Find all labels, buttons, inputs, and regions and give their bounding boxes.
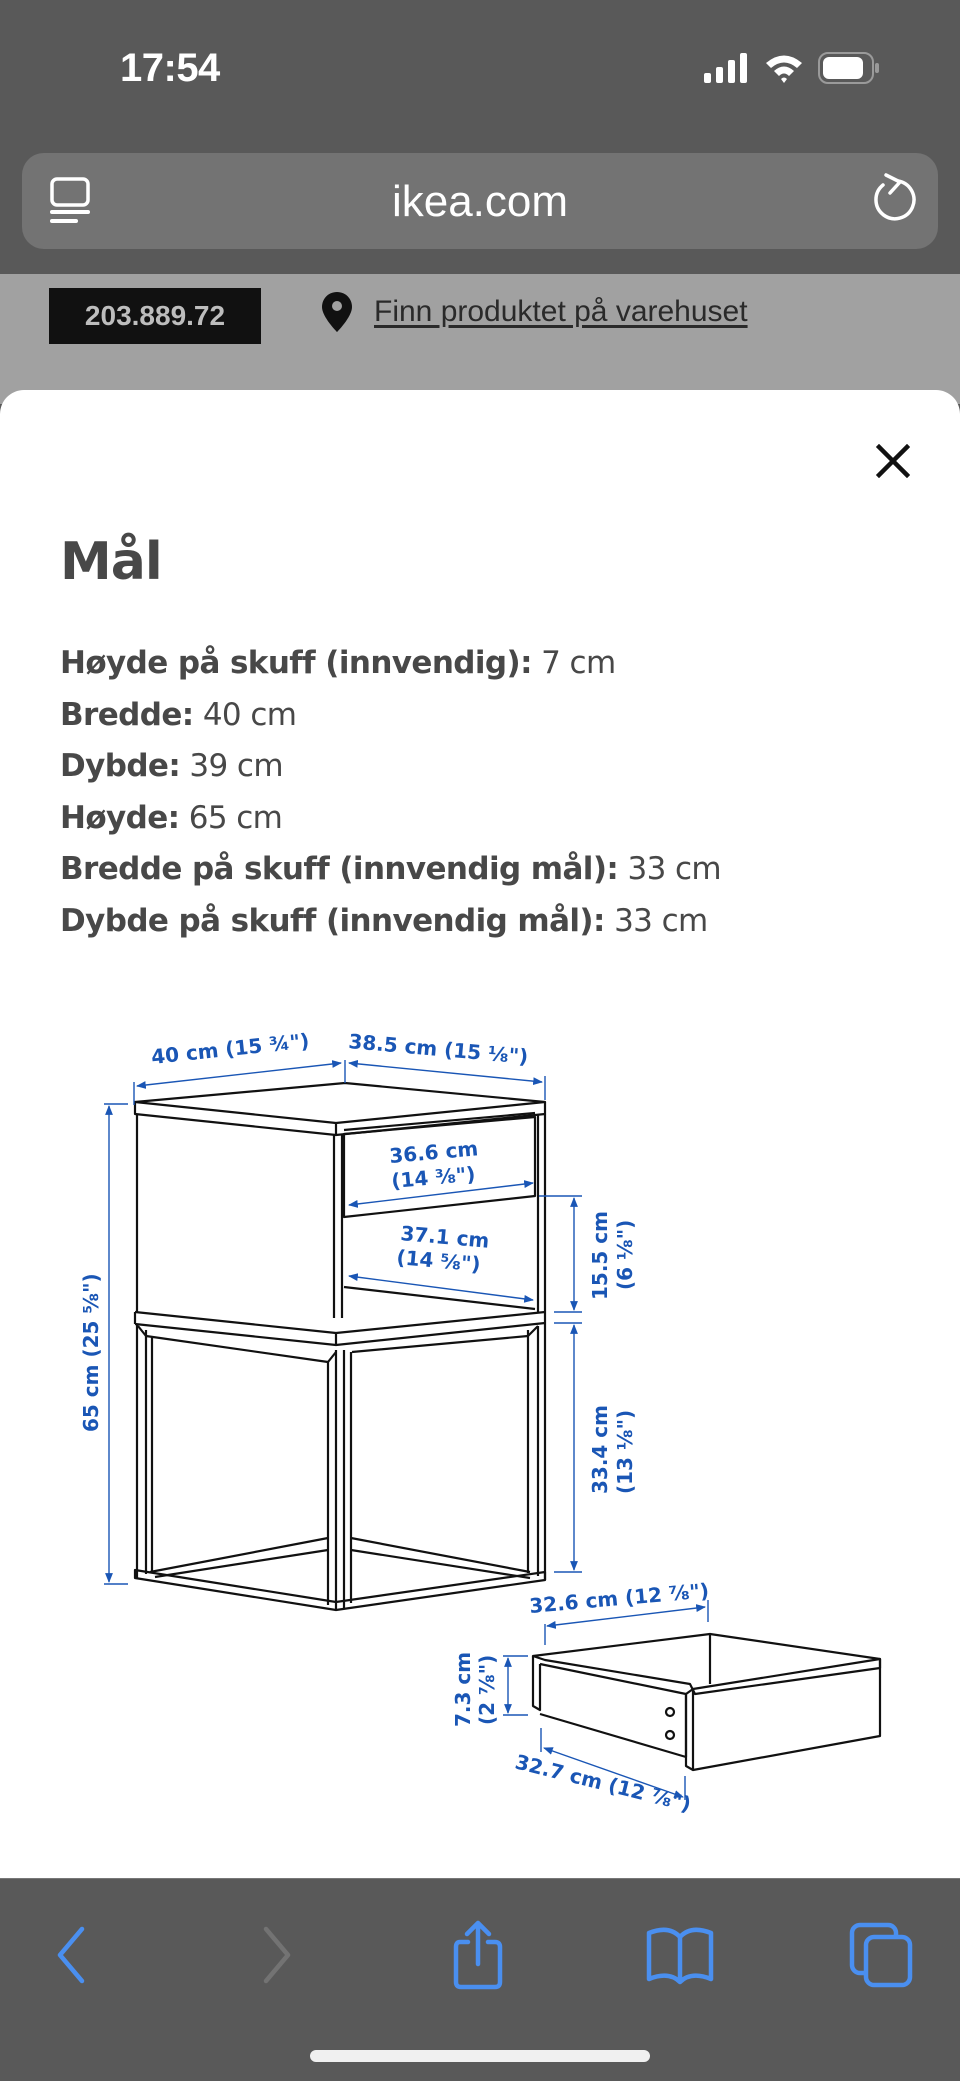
bookmarks-button[interactable] [640, 1915, 720, 1995]
status-icons [704, 52, 880, 84]
spec-label: Bredde på skuff (innvendig mål): [60, 851, 619, 887]
spec-label: Høyde på skuff (innvendig): [60, 645, 532, 681]
nightstand-drawing [135, 1083, 545, 1610]
spec-row [60, 903, 721, 955]
spec-row [60, 851, 721, 903]
spec-value: 33 cm [614, 902, 708, 939]
close-icon [876, 444, 910, 478]
chevron-left-icon [50, 1925, 90, 1985]
spec-label: Dybde på skuff (innvendig mål): [60, 902, 605, 939]
drawer-drawing [533, 1634, 880, 1770]
back-button[interactable] [30, 1915, 110, 1995]
address-bar[interactable] [22, 153, 938, 249]
find-in-store-link-text[interactable]: Finn produktet på varehuset [374, 295, 748, 328]
spec-list [60, 645, 721, 954]
label-drawer-depth: 32.7 cm (12 ⅞") [512, 1749, 694, 1817]
label-shelf-width-cm: 37.1 cm [399, 1221, 491, 1253]
spec-row [60, 748, 721, 800]
close-button[interactable] [868, 436, 918, 486]
share-icon [450, 1920, 506, 1990]
share-button[interactable] [438, 1915, 518, 1995]
label-lower-height-in: (13 ⅛") [613, 1409, 637, 1494]
spec-value: 39 cm [189, 748, 283, 784]
dimension-diagram [60, 1010, 900, 1850]
article-number-badge: 203.889.72 [49, 288, 261, 344]
product-header-strip [0, 274, 960, 404]
label-drawer-height-in: (2 ⅞") [475, 1654, 499, 1725]
spec-label: Bredde: [60, 696, 194, 733]
spec-row [60, 697, 721, 749]
label-upper-height-in: (6 ⅛") [613, 1219, 637, 1290]
tabs-icon [849, 1922, 915, 1988]
label-shelf-width-in: (14 ⅝") [395, 1245, 482, 1277]
home-indicator[interactable] [310, 2050, 650, 2062]
label-drawer-width: 32.6 cm (12 ⅞") [528, 1578, 710, 1618]
label-height: 65 cm (25 ⅝") [79, 1273, 103, 1432]
find-in-store-link[interactable] [322, 292, 748, 332]
spec-value: 7 cm [541, 645, 616, 681]
spec-value: 40 cm [202, 696, 297, 733]
status-time: 17:54 [120, 46, 220, 90]
spec-value: 33 cm [627, 851, 722, 887]
label-drawer-inner-width-in: (14 ⅜") [390, 1161, 477, 1193]
tabs-button[interactable] [842, 1915, 922, 1995]
dimension-labels [79, 1029, 710, 1817]
label-drawer-height-cm: 7.3 cm [451, 1651, 475, 1727]
label-depth: 38.5 cm (15 ⅛") [347, 1029, 530, 1069]
spec-row [60, 645, 721, 697]
spec-row [60, 800, 721, 852]
label-drawer-inner-width-cm: 36.6 cm [388, 1136, 480, 1168]
label-width: 40 cm (15 ¾") [150, 1028, 311, 1069]
spec-label: Høyde: [60, 799, 180, 836]
battery-icon [818, 52, 880, 84]
label-upper-height-cm: 15.5 cm [588, 1210, 612, 1300]
url-text[interactable]: ikea.com [391, 177, 569, 226]
location-pin-icon [322, 292, 352, 332]
cellular-signal-icon [704, 53, 750, 83]
chevron-right-icon [258, 1925, 298, 1985]
sheet-title: Mål [60, 532, 162, 592]
forward-button[interactable] [238, 1915, 318, 1995]
spec-value: 65 cm [188, 799, 283, 836]
status-bar [0, 0, 960, 140]
wifi-icon [764, 53, 804, 83]
reload-icon[interactable] [870, 173, 916, 227]
label-lower-height-cm: 33.4 cm [588, 1404, 612, 1494]
spec-label: Dybde: [60, 748, 181, 784]
book-icon [645, 1925, 715, 1985]
